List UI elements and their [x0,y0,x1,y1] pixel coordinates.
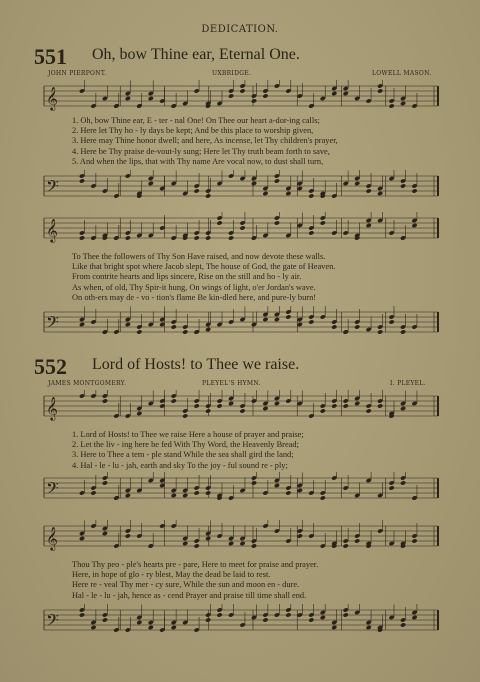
bass-staff [36,472,440,508]
hymn-552-header [34,354,454,378]
hymn-number: 551 [34,44,67,69]
svg-text:𝄢: 𝄢 [46,478,59,502]
hymn-551-verses-a [72,116,338,167]
treble-staff [36,390,440,430]
verse-line: 3. Here to Thee a tem - ple stand While the sea shall gird the land; [72,450,294,460]
hymn-552-verses-a [72,430,304,471]
bass-staff [36,170,440,200]
hymn-title: Lord of Hosts! to Thee we raise. [92,356,300,373]
svg-text:𝄞: 𝄞 [46,86,58,110]
verse-line: On oth-ers may de - vo - tion's flame Be kin-dled here, and pure-ly burn! [72,292,317,302]
verse-line: Here re - veal Thy mer - cy sure, While the sun and moon en - dure. [72,580,300,590]
hymn-author: JOHN PIERPONT. [48,70,107,77]
hymn-551-header [34,44,454,68]
svg-text:𝄞: 𝄞 [46,396,58,420]
hymn-composer: LOWELL MASON. [372,70,432,77]
verse-line: To Thee the followers of Thy Son Have raised, and now devote these walls. [72,252,326,261]
verse-line: Like that bright spot where Jacob slept, The house of God, the gate of Heaven. [72,262,336,272]
hymn-author: JAMES MONTGOMERY. [48,380,127,387]
treble-staff [36,520,440,560]
treble-staff [36,212,440,252]
verse-line: Hal - le - lu - jah, hence as - cend Prayer and praise till time shall end. [72,590,307,600]
verse-line: Here, in hope of glo - ry blest, May the dead be laid to rest. [72,570,271,580]
svg-text:𝄞: 𝄞 [46,526,58,550]
verse-line: As when, of old, Thy Spir-it hung, On wings of light, o'er Jordan's wave. [72,282,316,292]
verse-line: 2. Let the liv - ing here be fed With Thy Word, the Heavenly Bread; [72,440,299,450]
verse-line: 1. Oh, bow Thine ear, E - ter - nal One! On Thee our heart a-dor-ing calls; [72,116,320,125]
svg-text:𝄞: 𝄞 [46,218,58,242]
hymn-number: 552 [34,354,67,379]
verse-line: 1. Lord of Hosts! to Thee we raise Here a house of prayer and praise; [72,430,304,439]
verse-line: From contrite hearts and lips sincere, Rise on the still and ho - ly air. [72,272,302,282]
bass-staff [36,306,440,340]
hymn-title: Oh, bow Thine ear, Eternal One. [92,46,300,63]
hymn-551-verses-b [72,252,335,303]
svg-text:𝄢: 𝄢 [46,610,59,634]
svg-text:𝄢: 𝄢 [46,312,59,336]
bass-staff [36,604,440,640]
verse-line: 4. Here be Thy praise de-vout-ly sung; Here let Thy truth beam forth to save, [72,146,330,156]
verse-line: 5. And when the lips, that with Thy name Are vocal now, to dust shall turn, [72,156,324,166]
verse-line: 3. Here may Thine honor dwell; and here, As incense, let Thy children's prayer, [72,136,338,146]
hymn-composer: I. PLEYEL. [390,380,426,387]
treble-staff [36,80,440,120]
verse-line: 4. Hal - le - lu - jah, earth and sky To the joy - ful sound re - ply; [72,460,288,470]
hymn-tune: PLEYEL'S HYMN. [202,380,261,387]
svg-text:𝄢: 𝄢 [46,176,59,200]
verse-line: Thou Thy peo - ple's hearts pre - pare, Here to meet for praise and prayer. [72,560,319,569]
hymn-552-verses-b [72,560,318,601]
section-heading: DEDICATION. [201,24,279,35]
hymn-tune: UXBRIDGE. [212,70,252,77]
verse-line: 2. Here let Thy ho - ly days be kept; And be this place to worship given, [72,126,314,136]
